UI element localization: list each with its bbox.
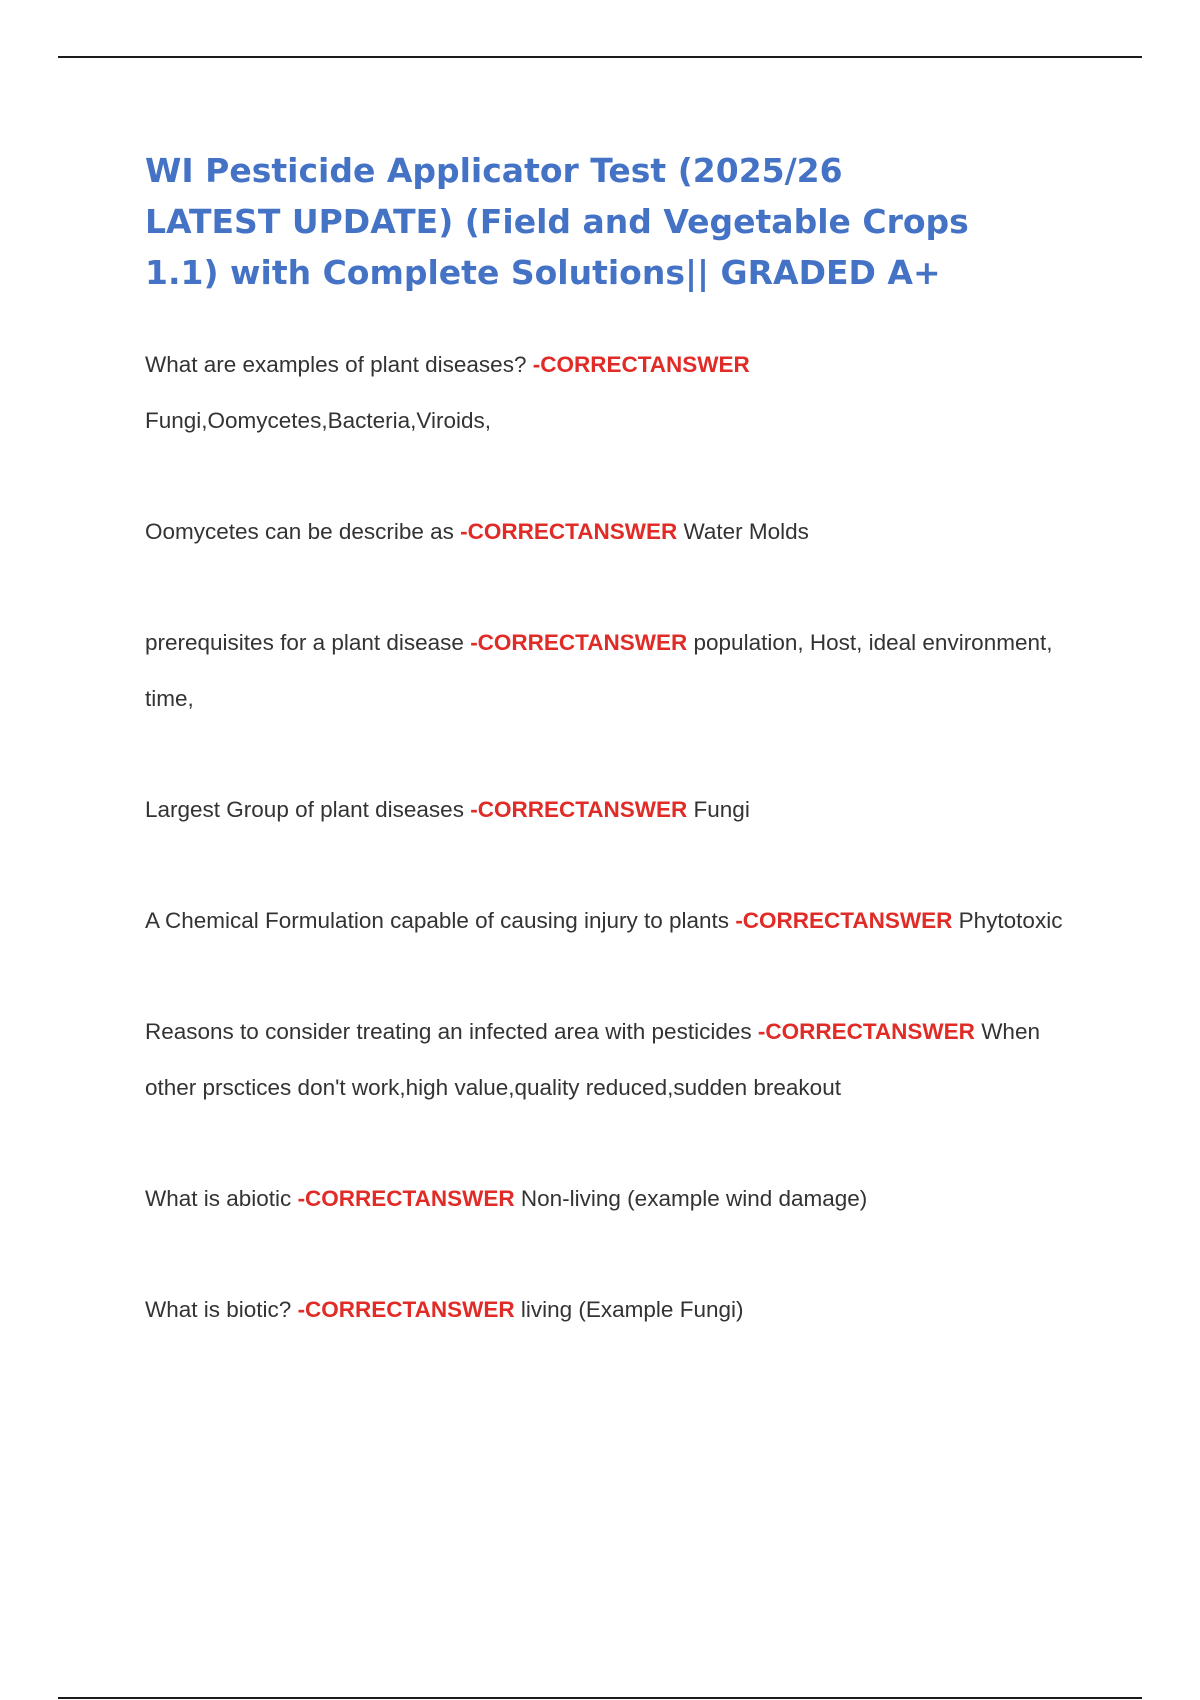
qa-question: What are examples of plant diseases?	[145, 352, 533, 377]
qa-item-8	[145, 1282, 1065, 1338]
document-title: WI Pesticide Applicator Test (2025/26 LATEST UPDATE) (Field and Vegetable Crops 1.1) with Complete Solutions|| GRADED A+	[145, 151, 969, 292]
qa-answer: population, Host, ideal environment, time,	[145, 630, 1053, 711]
qa-question: Oomycetes can be describe as	[145, 519, 461, 544]
qa-question: Reasons to consider treating an infected area with pesticides	[145, 1019, 758, 1044]
qa-answer: Fungi	[687, 797, 750, 822]
qa-list	[145, 337, 1065, 1393]
qa-item-5	[145, 893, 1065, 949]
qa-question: A Chemical Formulation capable of causing injury to plants	[145, 908, 736, 933]
qa-question: What is biotic?	[145, 1297, 298, 1322]
correct-answer-marker: -CORRECTANSWER	[470, 630, 688, 655]
qa-answer: When other prsctices don't work,high value,quality reduced,sudden breakout	[145, 1019, 1040, 1100]
qa-answer: living (Example Fungi)	[514, 1297, 744, 1322]
footer-rule	[58, 1697, 1142, 1699]
qa-item-6	[145, 1004, 1065, 1116]
correct-answer-marker: -CORRECTANSWER	[757, 1019, 975, 1044]
qa-item-4	[145, 782, 1065, 838]
header-rule	[58, 56, 1142, 58]
qa-item-3	[145, 615, 1065, 727]
qa-item-1	[145, 337, 1065, 449]
qa-item-7	[145, 1171, 1065, 1227]
correct-answer-marker: -CORRECTANSWER	[470, 797, 688, 822]
correct-answer-marker: -CORRECTANSWER	[532, 352, 750, 377]
qa-answer: Non-living (example wind damage)	[514, 1186, 868, 1211]
qa-question: What is abiotic	[145, 1186, 298, 1211]
qa-question: Largest Group of plant diseases	[145, 797, 471, 822]
correct-answer-marker: -CORRECTANSWER	[735, 908, 953, 933]
correct-answer-marker: -CORRECTANSWER	[297, 1297, 515, 1322]
correct-answer-marker: -CORRECTANSWER	[460, 519, 678, 544]
qa-answer: Water Molds	[677, 519, 809, 544]
qa-question: prerequisites for a plant disease	[145, 630, 471, 655]
qa-answer: Fungi,Oomycetes,Bacteria,Viroids,	[145, 408, 491, 433]
qa-answer: Phytotoxic	[952, 908, 1063, 933]
qa-item-2	[145, 504, 1065, 560]
correct-answer-marker: -CORRECTANSWER	[297, 1186, 515, 1211]
